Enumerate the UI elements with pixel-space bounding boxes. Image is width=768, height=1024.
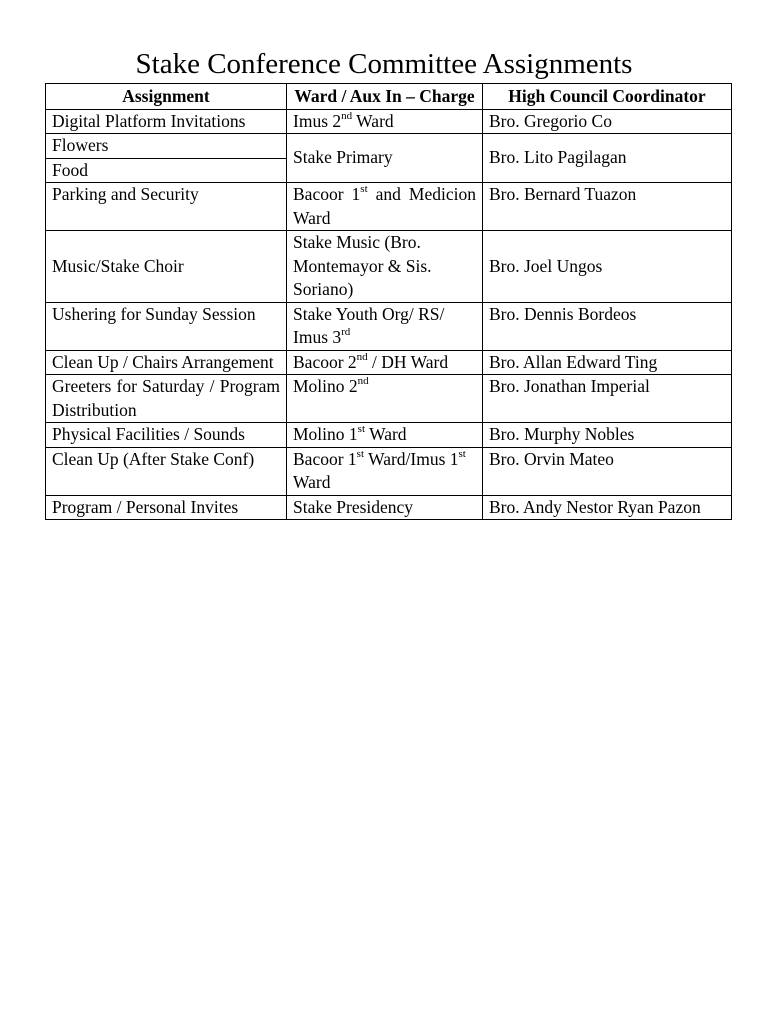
- assignment-cell: Flowers: [46, 134, 287, 159]
- assignment-cell: Music/Stake Choir: [46, 231, 287, 303]
- assignment-cell: Digital Platform Invitations: [46, 109, 287, 134]
- coordinator-cell: Bro. Lito Pagilagan: [483, 134, 732, 183]
- coordinator-cell: Bro. Orvin Mateo: [483, 447, 732, 495]
- table-row: [46, 134, 732, 159]
- table-row: [46, 423, 732, 448]
- table-row: [46, 350, 732, 375]
- assignment-cell: Ushering for Sunday Session: [46, 302, 287, 350]
- table-row: [46, 495, 732, 520]
- header-coordinator: High Council Coordinator: [483, 84, 732, 110]
- ward-cell: Molino 2nd: [287, 375, 483, 423]
- ward-cell: Stake Youth Org/ RS/ Imus 3rd: [287, 302, 483, 350]
- assignment-cell: Physical Facilities / Sounds: [46, 423, 287, 448]
- ward-cell: Bacoor 1st Ward/Imus 1st Ward: [287, 447, 483, 495]
- table-row: [46, 231, 732, 303]
- table-row: [46, 447, 732, 495]
- coordinator-cell: Bro. Joel Ungos: [483, 231, 732, 303]
- table-row: [46, 183, 732, 231]
- page-title: Stake Conference Committee Assignments: [135, 48, 633, 80]
- coordinator-cell: Bro. Andy Nestor Ryan Pazon: [483, 495, 732, 520]
- table-header-row: [46, 84, 732, 110]
- table-row: [46, 375, 732, 423]
- header-ward: Ward / Aux In – Charge: [287, 84, 483, 110]
- assignment-cell: Clean Up / Chairs Arrangement: [46, 350, 287, 375]
- ward-cell: Bacoor 1st and Medicion Ward: [287, 183, 483, 231]
- ward-cell: Bacoor 2nd / DH Ward: [287, 350, 483, 375]
- header-assignment: Assignment: [46, 84, 287, 110]
- assignment-cell: Parking and Security: [46, 183, 287, 231]
- coordinator-cell: Bro. Dennis Bordeos: [483, 302, 732, 350]
- ward-cell: Stake Primary: [287, 134, 483, 183]
- ward-cell: Molino 1st Ward: [287, 423, 483, 448]
- coordinator-cell: Bro. Allan Edward Ting: [483, 350, 732, 375]
- ward-cell: Stake Music (Bro. Montemayor & Sis. Soriano): [287, 231, 483, 303]
- coordinator-cell: Bro. Gregorio Co: [483, 109, 732, 134]
- assignments-table: [45, 83, 732, 520]
- coordinator-cell: Bro. Murphy Nobles: [483, 423, 732, 448]
- coordinator-cell: Bro. Bernard Tuazon: [483, 183, 732, 231]
- table-row: [46, 302, 732, 350]
- ward-cell: Imus 2nd Ward: [287, 109, 483, 134]
- assignment-cell: Clean Up (After Stake Conf): [46, 447, 287, 495]
- ward-cell: Stake Presidency: [287, 495, 483, 520]
- coordinator-cell: Bro. Jonathan Imperial: [483, 375, 732, 423]
- assignment-cell: Program / Personal Invites: [46, 495, 287, 520]
- assignment-cell: Greeters for Saturday / Program Distribution: [46, 375, 287, 423]
- assignment-cell: Food: [46, 158, 287, 183]
- table-row: [46, 109, 732, 134]
